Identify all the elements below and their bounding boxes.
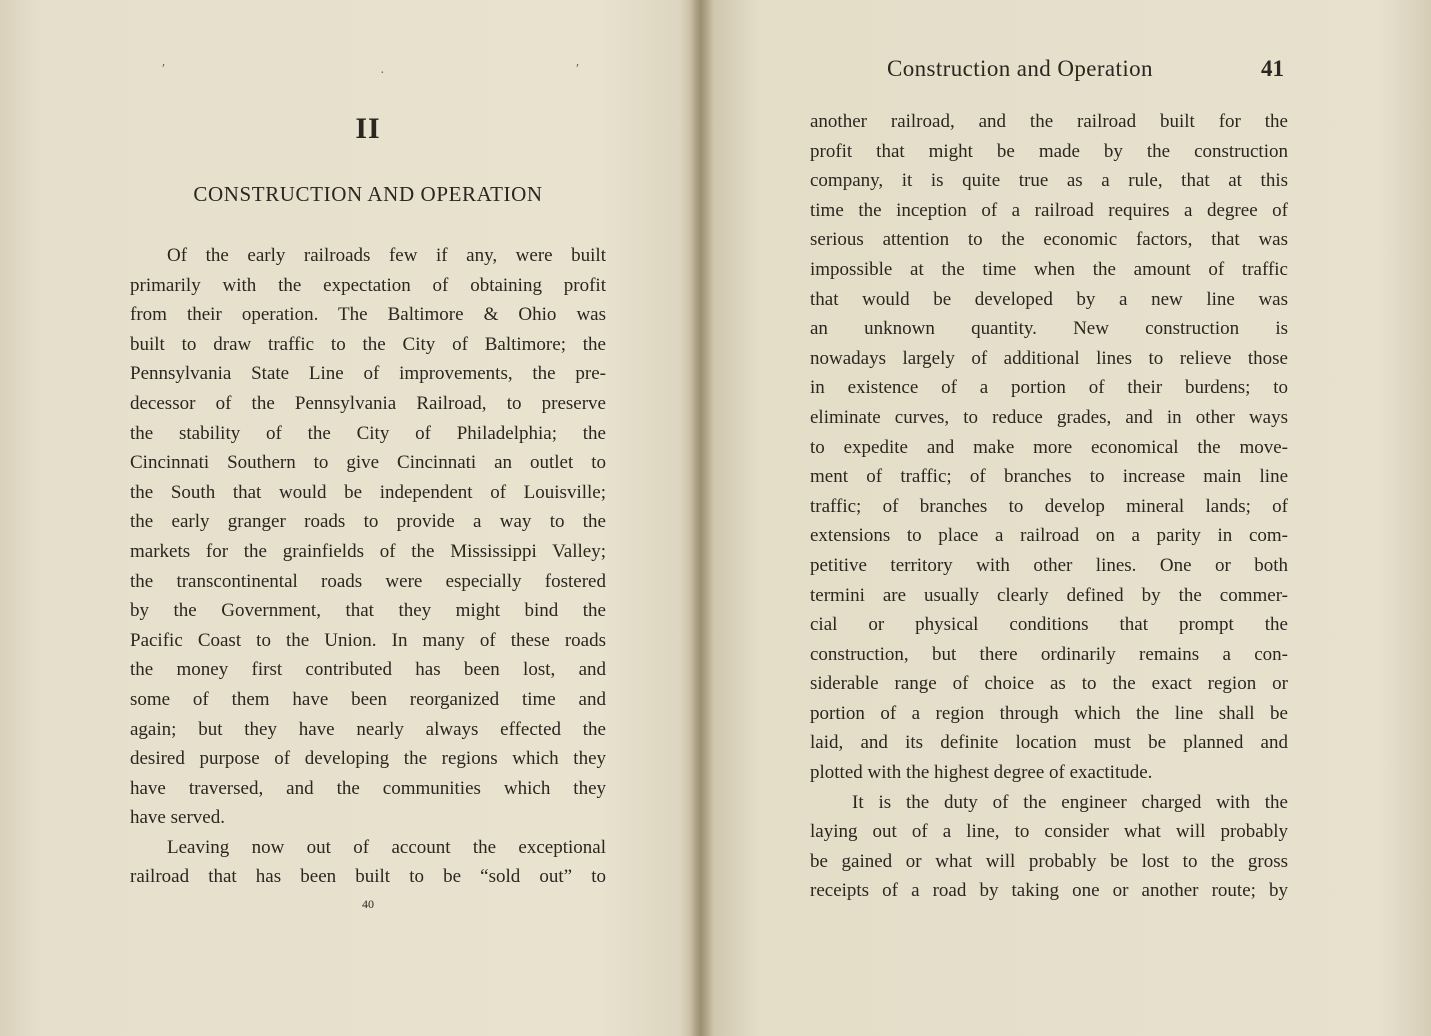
text-line: profit that might be made by the construction	[810, 140, 1288, 162]
text-line: impossible at the time when the amount of traffic	[810, 258, 1288, 280]
text-line: have traversed, and the communities which they	[130, 777, 606, 799]
text-line: siderable range of choice as to the exact region or	[810, 673, 1288, 695]
text-line: in existence of a portion of their burdens; to	[810, 377, 1288, 399]
text-line: company, it is quite true as a rule, that at this	[810, 170, 1288, 192]
text-line: Of the early railroads few if any, were built	[167, 245, 606, 266]
text-line: built to draw traffic to the City of Baltimore; the	[130, 333, 606, 355]
text-line: plotted with the highest degree of exactitude.	[810, 762, 1153, 784]
text-line: termini are usually clearly defined by the commer-	[810, 584, 1288, 606]
text-line: another railroad, and the railroad built for the	[810, 111, 1288, 132]
chapter-numeral: II	[355, 112, 381, 145]
text-line: cial or physical conditions that prompt the	[810, 614, 1288, 636]
text-line: the transcontinental roads were especially fostered	[130, 570, 606, 592]
text-line: be gained or what will probably be lost to the gross	[810, 850, 1288, 872]
text-line: an unknown quantity. New construction is	[810, 318, 1288, 340]
page-number: 41	[1261, 56, 1284, 81]
text-line: traffic; of branches to develop mineral lands; of	[810, 495, 1288, 517]
left-page	[0, 0, 700, 1036]
chapter-title: CONSTRUCTION AND OPERATION	[193, 182, 543, 206]
text-line: primarily with the expectation of obtaining profit	[130, 274, 606, 296]
text-line: laid, and its definite location must be planned and	[810, 732, 1288, 754]
text-line: the South that would be independent of Louisville;	[130, 481, 606, 503]
text-line: markets for the grainfields of the Mississippi Valley;	[130, 540, 606, 562]
text-line: portion of a region through which the line shall be	[810, 702, 1288, 724]
text-line: by the Government, that they might bind the	[130, 600, 606, 622]
text-line: serious attention to the economic factors, that was	[810, 229, 1288, 251]
text-line: time the inception of a railroad requires a degree of	[810, 199, 1288, 221]
text-line: construction, but there ordinarily remains a con-	[810, 643, 1288, 665]
right-page	[712, 0, 1431, 1036]
running-head: Construction and Operation	[887, 56, 1153, 81]
text-line: Pacific Coast to the Union. In many of these roads	[130, 629, 606, 651]
text-line: ment of traffic; of branches to increase main line	[810, 466, 1288, 488]
text-line: railroad that has been built to be “sold out” to	[130, 866, 606, 888]
text-line: the stability of the City of Philadelphia; the	[130, 422, 606, 444]
text-line: the money first contributed has been lost, and	[130, 659, 606, 681]
left-page-body	[130, 241, 606, 892]
text-line: the early granger roads to provide a way to the	[130, 511, 606, 533]
page-folio: 40	[362, 897, 374, 911]
text-line: Cincinnati Southern to give Cincinnati an outlet to	[130, 452, 606, 474]
text-line: have served.	[130, 807, 225, 829]
text-line: nowadays largely of additional lines to relieve those	[810, 347, 1288, 369]
text-line: eliminate curves, to reduce grades, and in other ways	[810, 406, 1288, 428]
text-line: petitive territory with other lines. One or both	[810, 554, 1288, 576]
text-line: decessor of the Pennsylvania Railroad, to preserve	[130, 392, 606, 414]
text-line: again; but they have nearly always effected the	[130, 718, 606, 740]
text-line: extensions to place a railroad on a parity in com-	[810, 525, 1288, 547]
text-line: Leaving now out of account the exceptional	[167, 836, 606, 858]
text-line: that would be developed by a new line was	[810, 288, 1288, 310]
text-line: receipts of a road by taking one or another route; by	[810, 880, 1288, 902]
right-page-body	[810, 107, 1288, 906]
text-line: some of them have been reorganized time and	[130, 688, 606, 710]
text-line: from their operation. The Baltimore & Ohio was	[130, 304, 606, 326]
text-line: laying out of a line, to consider what will probably	[810, 821, 1288, 843]
text-line: Pennsylvania State Line of improvements, the pre-	[130, 363, 606, 385]
text-line: It is the duty of the engineer charged with the	[852, 791, 1288, 813]
text-line: to expedite and make more economical the move-	[810, 436, 1288, 458]
text-line: desired purpose of developing the regions which they	[130, 748, 606, 770]
print-specks: ′ · ′	[162, 62, 580, 81]
